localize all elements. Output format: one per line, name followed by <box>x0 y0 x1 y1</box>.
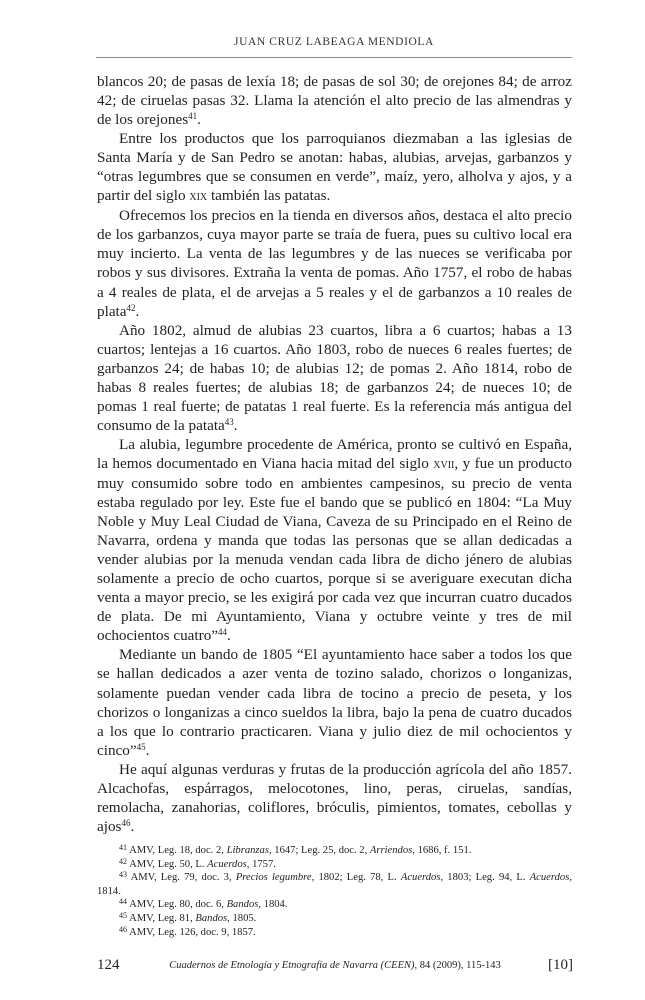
text-run: AMV, Leg. 80, doc. 6, <box>129 899 227 911</box>
text-run: , 1686, f. 151. <box>412 845 472 856</box>
journal-title: Cuadernos de Etnología y Etnografía de Navarra (CEEN) <box>169 960 415 971</box>
italic-title: Acuerdos <box>207 858 247 870</box>
page-footer <box>97 957 573 977</box>
text-run: AMV, Leg. 79, doc. 3, <box>130 872 236 884</box>
footnote-reference[interactable]: 45 <box>136 741 146 752</box>
text-run: . <box>197 111 201 129</box>
paragraph <box>97 206 572 320</box>
text-run: . <box>227 627 231 645</box>
footnote-number: 45 <box>119 910 127 920</box>
text-run: blancos 20; de pasas de lexía 18; de pasas de sol 30; de orejones 84; de arroz 42; de ciruelas pasas 32. Llama la atención el alto precio de las almendras y de los orejones <box>97 73 572 129</box>
footnote-number: 44 <box>119 897 127 907</box>
footnote-reference[interactable]: 42 <box>126 302 136 313</box>
paragraph <box>97 72 572 129</box>
roman-numeral: xvii <box>433 456 455 472</box>
text-run: , 1802; Leg. 78, L. <box>311 872 401 884</box>
italic-title: Libranzas <box>226 845 269 856</box>
text-run: , 1804. <box>258 899 288 911</box>
text-run: . <box>135 302 140 320</box>
text-run: , 1814. <box>97 872 572 897</box>
paragraph <box>97 435 572 646</box>
bracketed-page-number: [10] <box>548 957 573 973</box>
text-run: . <box>233 416 238 434</box>
footnote-number: 41 <box>119 843 127 852</box>
footnote-number: 42 <box>119 856 127 866</box>
text-run: AMV, Leg. 81, <box>129 912 196 924</box>
text-run: Entre los productos que los parroquianos diezmaban a las iglesias de Santa María y de San Pedro se anotan: habas, alubias, arvejas, garbanzos y “otras legumbres que se consumen en verde”, maíz, yero, alholva y ajos, y a partir del siglo <box>97 130 572 205</box>
journal-issue: , 84 (2009), 115-143 <box>414 960 501 971</box>
text-run: también las patatas. <box>207 187 331 205</box>
footnote-reference[interactable]: 43 <box>224 416 234 427</box>
italic-title: Bandos <box>195 912 228 924</box>
page-number: 124 <box>97 957 120 973</box>
paragraph <box>97 129 572 206</box>
text-run: AMV, Leg. 18, doc. 2, <box>129 845 227 856</box>
text-run: Mediante un bando de 1805 “El ayuntamiento hace saber a todos los que se hallan dedicados a azer venta de tozino salado, chorizos o longanizas, solamente puedan vender cada libra de tocino a precio de peseta, y los chorizos o longanizas a cinco sueldos la libra, bajo la pena de cuatro ducados a los que lo contrario practicaren. Viana y julio diez de mil ochocientos y cinco” <box>97 646 572 759</box>
paragraph <box>97 760 572 836</box>
footnote <box>97 871 572 898</box>
text-run: , 1757. <box>246 858 276 870</box>
footnote <box>97 926 572 940</box>
text-run: , 1803; Leg. 94, L. <box>440 872 530 884</box>
footnote <box>97 912 572 926</box>
italic-title: Acuerdos <box>529 872 570 884</box>
text-run: AMV, Leg. 126, doc. 9, 1857. <box>129 926 256 938</box>
footnote-number: 46 <box>119 924 127 934</box>
italic-title: Acuerdos <box>400 872 441 884</box>
text-run: La alubia, legumbre procedente de América, pronto se cultivó en España, la hemos documentado en Viana hacia mitad del siglo <box>97 435 572 472</box>
footnote <box>97 858 572 872</box>
body-text <box>97 72 572 836</box>
footnote-number: 43 <box>119 870 127 880</box>
footnote-reference[interactable]: 46 <box>121 817 131 828</box>
paragraph <box>97 321 572 435</box>
text-run: . <box>130 817 135 835</box>
footnote <box>97 844 572 858</box>
header-rule <box>96 57 572 58</box>
text-run: , y fue un producto muy consumido sobre todo en ambientes campesinos, su precio de venta estaba regulado por ley. Este fue el bando que se publicó en 1804: “La Muy Noble y Muy Leal Ciudad de Viana, Caveza de su Principado en el Reino de Navarra, ordena y manda que todas las personas que se allan dedicadas a vender alubias por la menuda vendan cada libra de dicho jénero de alubias solamente a precio de ocho cuartos, porque si se averiguare executan dicha venta a mayor precio, se les exigirá por cada vez que incurran cuatro ducados de plata. De mi Ayuntamiento, Viana y octubre veinte y tres de mil ochocientos cuatro” <box>97 454 572 645</box>
italic-title: Arriendos <box>369 845 413 856</box>
text-run: Ofrecemos los precios en la tienda en diversos años, destaca el alto precio de los garbanzos, cuya mayor parte se traía de fuera, pues su cultivo local era muy incierto. La venta de las legumbres y de las nueces se verificaba por robos y sus divisores. Extraña la venta de pomas. Año 1757, el robo de habas a 4 reales de plata, el de arvejas a 5 reales y el de garbanzos a 10 reales de plata <box>97 207 572 320</box>
running-head: JUAN CRUZ LABEAGA MENDIOLA <box>234 36 434 48</box>
text-run: , 1805. <box>227 912 257 924</box>
text-run: He aquí algunas verduras y frutas de la producción agrícola del año 1857. Alcachofas, espárragos, melocotones, lino, peras, ciruelas, sandías, remolacha, zanahorias, coliflores, bróculis, pimientos, tomates, cebollas y ajos <box>97 760 572 835</box>
text-run: Año 1802, almud de alubias 23 cuartos, libra a 6 cuartos; habas a 13 cuartos; lentejas a 16 cuartos. Año 1803, robo de nueces 6 reales fuertes; de garbanzos 24; de habas 10; de alubias 12; de pomas 2. Año 1814, robo de habas 8 reales fuertes; de alubias 18; de garbanzos 24; de nueces 10; de pomas 1 real fuerte; de patatas 1 real fuerte. Es la referencia más antigua del consumo de la patata <box>97 321 572 434</box>
footnote <box>97 898 572 912</box>
roman-numeral: xix <box>189 189 208 205</box>
italic-title: Bandos <box>226 899 259 911</box>
italic-title: Precios legumbre <box>235 872 312 884</box>
journal-citation <box>97 960 573 971</box>
footnote-reference[interactable]: 41 <box>188 111 198 122</box>
footnote-reference[interactable]: 44 <box>218 627 228 638</box>
footnotes <box>97 844 572 939</box>
text-run: AMV, Leg. 50, L. <box>129 858 208 870</box>
text-run: , 1647; Leg. 25, doc. 2, <box>268 845 370 856</box>
paragraph <box>97 645 572 759</box>
text-run: . <box>145 741 150 759</box>
